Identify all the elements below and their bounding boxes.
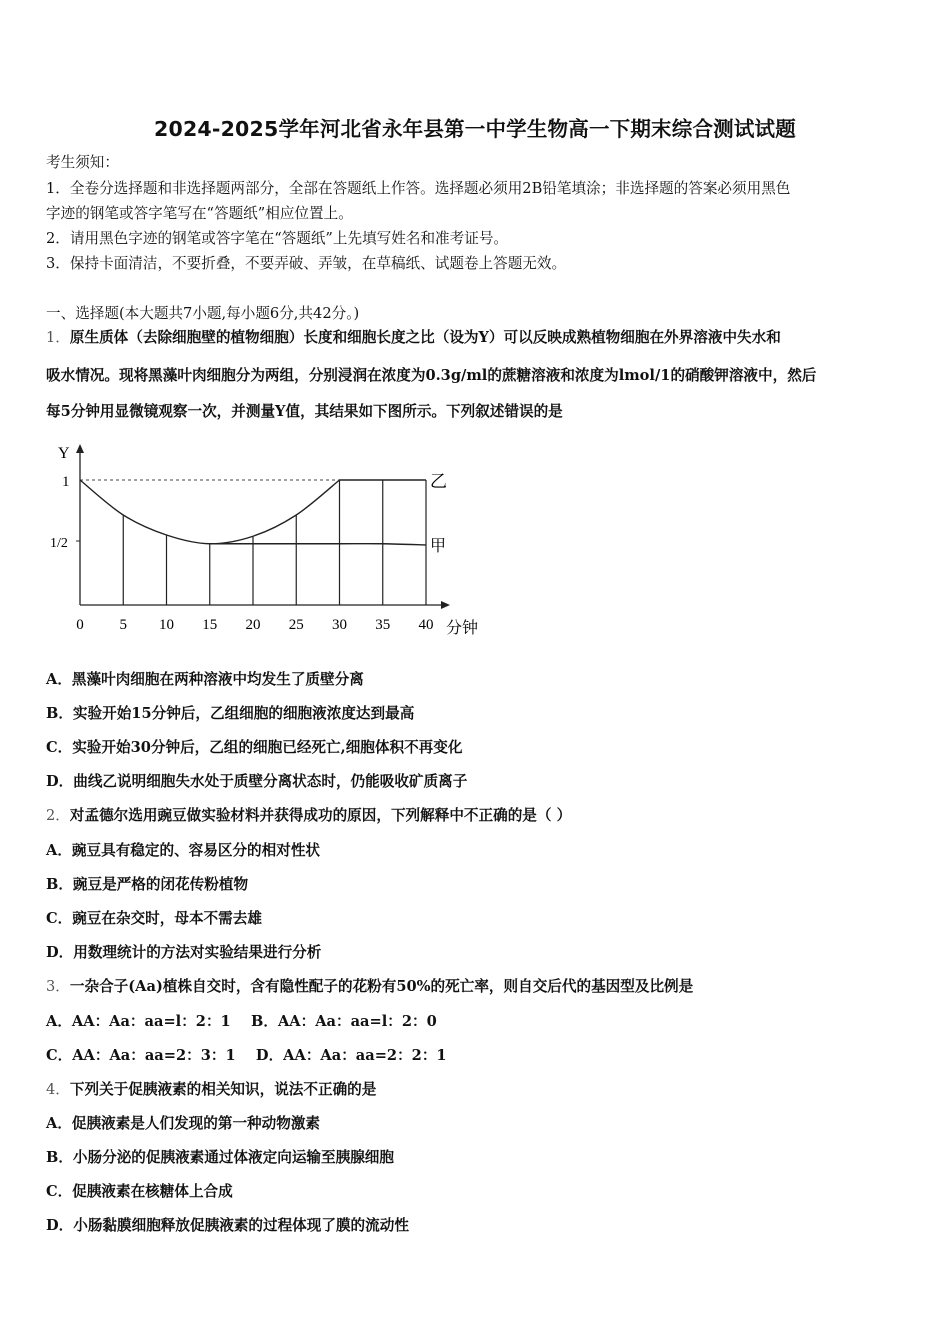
q1-option-b: B．实验开始15分钟后，乙组细胞的细胞液浓度达到最高	[46, 705, 415, 722]
x-tick-label: 25	[288, 617, 304, 633]
x-tick-label: 5	[119, 617, 127, 633]
q3-options-ab: A．AA：Aa：aa=l：2：1 B．AA：Aa：aa=l：2：0	[46, 1013, 437, 1030]
question-1-stem: 1．原生质体（去除细胞壁的植物细胞）长度和细胞长度之比（设为Y）可以反映成熟植物细胞在外界溶液中失水和	[46, 329, 781, 346]
x-axis-arrow	[441, 601, 450, 609]
series-label-yi: 乙	[430, 472, 447, 491]
q2-option-c: C．豌豆在杂交时，母本不需去雄	[46, 910, 262, 927]
y-tick-label: 1	[62, 474, 70, 490]
x-axis-label: 分钟	[446, 620, 479, 637]
question-3-stem: 3．一杂合子(Aa)植株自交时，含有隐性配子的花粉有50%的死亡率，则自交后代的基因型及比例是	[46, 978, 694, 995]
x-tick-label: 0	[76, 617, 84, 633]
q4-option-c: C．促胰液素在核糖体上合成	[46, 1183, 233, 1200]
question-number: 3．	[46, 978, 70, 995]
q1-option-d: D．曲线乙说明细胞失水处于质壁分离状态时，仍能吸收矿质离子	[46, 773, 468, 790]
notice-heading: 考生须知：	[46, 154, 119, 171]
q2-option-d: D．用数理统计的方法对实验结果进行分析	[46, 944, 322, 961]
q1-option-a: A．黑藻叶肉细胞在两种溶液中均发生了质壁分离	[46, 671, 364, 688]
q4-option-d: D．小肠黏膜细胞释放促胰液素的过程体现了膜的流动性	[46, 1217, 409, 1234]
series-line-yi	[80, 480, 426, 544]
notice-item: 字迹的钢笔或答字笔写在“答题纸”相应位置上。	[46, 205, 353, 222]
q2-option-b: B．豌豆是严格的闭花传粉植物	[46, 876, 249, 893]
x-tick-label: 30	[332, 617, 347, 633]
notice-item: 3．保持卡面清洁，不要折叠，不要弄破、弄皱，在草稿纸、试题卷上答题无效。	[46, 255, 567, 272]
q1-option-c: C．实验开始30分钟后，乙组的细胞已经死亡,细胞体积不再变化	[46, 739, 463, 756]
y-axis-label: Y	[58, 445, 70, 462]
x-tick-label: 20	[245, 617, 261, 633]
x-tick-label: 35	[375, 617, 391, 633]
series-label-jia: 甲	[430, 538, 447, 555]
y-tick-label: 1/2	[50, 536, 68, 551]
q4-option-b: B．小肠分泌的促胰液素通过体液定向运输至胰腺细胞	[46, 1149, 394, 1166]
x-tick-label: 15	[202, 617, 218, 633]
y-ratio-line-chart	[40, 432, 510, 642]
notice-item: 2．请用黑色字迹的钢笔或答字笔在“答题纸”上先填写姓名和准考证号。	[46, 230, 509, 247]
question-2-stem: 2．对孟德尔选用豌豆做实验材料并获得成功的原因，下列解释中不正确的是（ ）	[46, 807, 572, 824]
question-number: 1．	[46, 329, 70, 346]
x-tick-label: 10	[159, 617, 174, 633]
x-tick-label: 40	[418, 617, 434, 633]
section-heading: 一、选择题(本大题共7小题,每小题6分,共42分。)	[46, 305, 360, 322]
question-number: 4．	[46, 1081, 70, 1098]
q3-options-cd: C．AA：Aa：aa=2：3：1 D．AA：Aa：aa=2：2：1	[46, 1047, 447, 1064]
question-1-stem-cont: 每5分钟用显微镜观察一次，并测量Y值，其结果如下图所示。下列叙述错误的是	[46, 403, 563, 420]
notice-item: 1．全卷分选择题和非选择题两部分，全部在答题纸上作答。选择题必须用2B铅笔填涂；非选择题的答案必须用黑色	[46, 180, 791, 197]
q4-option-a: A．促胰液素是人们发现的第一种动物激素	[46, 1115, 321, 1132]
q2-option-a: A．豌豆具有稳定的、容易区分的相对性状	[46, 842, 321, 859]
question-4-stem: 4．下列关于促胰液素的相关知识，说法不正确的是	[46, 1081, 377, 1098]
y-axis-arrow	[76, 444, 84, 453]
series-line-jia	[210, 544, 426, 545]
page-title: 2024-2025学年河北省永年县第一中学生物高一下期末综合测试试题	[154, 117, 796, 141]
question-1-stem-cont: 吸水情况。现将黑藻叶肉细胞分为两组，分别浸润在浓度为0.3g/ml的蔗糖溶液和浓度为lmol/1的硝酸钾溶液中，然后	[46, 367, 817, 384]
question-number: 2．	[46, 807, 70, 824]
